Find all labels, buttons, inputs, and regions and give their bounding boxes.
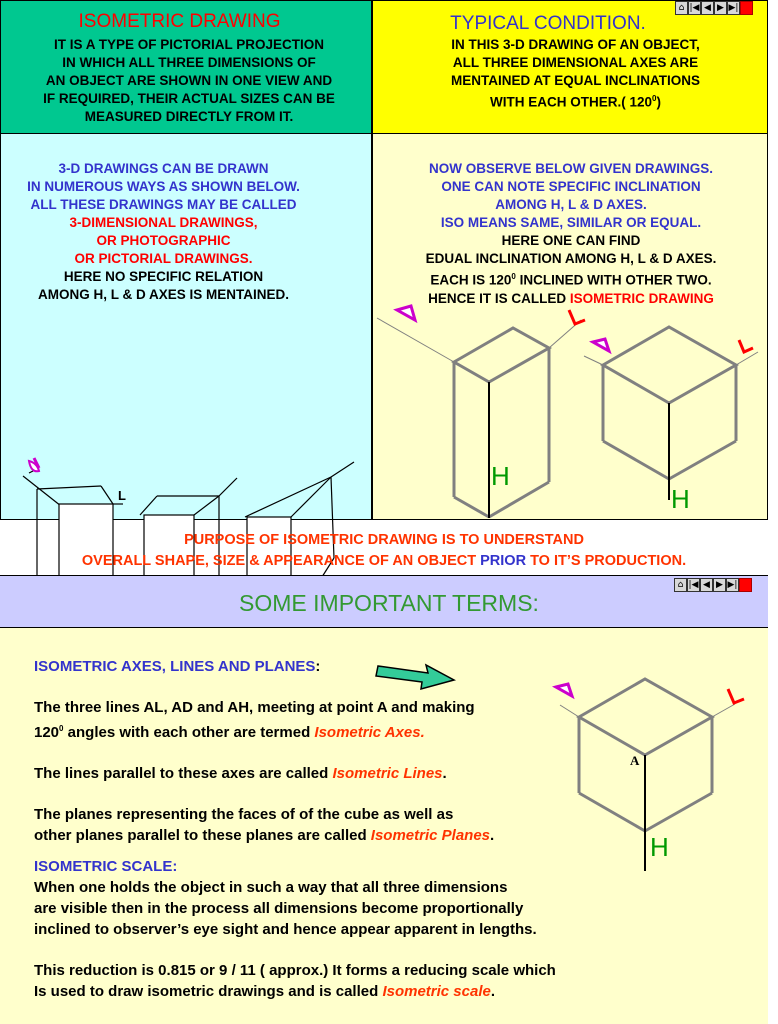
label-l: L [118, 488, 126, 503]
last-slide-button[interactable]: ▶| [727, 580, 738, 590]
slide-navigation [675, 1, 753, 15]
previous-slide-button[interactable]: ◀ [701, 1, 714, 15]
definition-title: ISOMETRIC DRAWING [78, 11, 281, 32]
label-a: A [630, 753, 640, 768]
isometric-box-tall [377, 318, 581, 517]
home-button[interactable]: ⌂ [674, 578, 687, 592]
pictorial-drawings-panel [0, 134, 372, 520]
slide-2 [0, 575, 768, 1024]
stop-button[interactable] [739, 578, 752, 592]
home-button[interactable]: ⌂ [675, 1, 688, 15]
axis-markers-2 [556, 684, 744, 703]
terms-title-bar [0, 576, 768, 628]
isometric-intro-text: NOW OBSERVE BELOW GIVEN DRAWINGS. ONE CAN NOTE SPECIFIC INCLINATION AMONG H, L & D AXES. ISO MEANS SAME, SIMILAR OR EQUAL. HERE ONE CAN FIND EDUAL INCLINATION AMONG H, L & D AXES. EACH IS $120^0$ INCLINED WITH OTHER TWO. HENCE IT IS CALLED ISOMETRIC DRAWING [425, 161, 717, 306]
axes-heading: ISOMETRIC AXES, LINES AND PLANES: [34, 658, 321, 675]
isometric-intro-panel [372, 134, 768, 520]
green-arrow-icon [376, 665, 454, 689]
label-h: H [650, 832, 669, 862]
typical-condition-text: IN THIS 3-D DRAWING OF AN OBJECT, ALL THREE DIMENSIONAL AXES ARE MENTAINED AT EQUAL INCLINATIONS WITH EACH OTHER.( $120^0$) [451, 37, 700, 110]
last-slide-button[interactable]: ▶| [728, 3, 739, 13]
label-h-tall: H [491, 461, 510, 491]
first-slide-button[interactable]: |◀ [689, 3, 700, 13]
stop-button[interactable] [740, 1, 753, 15]
pictorial-drawings [1, 314, 373, 520]
next-slide-button[interactable]: ▶ [714, 1, 727, 15]
terms-title: SOME IMPORTANT TERMS: [239, 590, 539, 616]
definition-text: IT IS A TYPE OF PICTORIAL PROJECTION IN WHICH ALL THREE DIMENSIONS OF AN OBJECT ARE SHOWN IN ONE VIEW AND IF REQUIRED, THEIR ACTUAL SIZES CAN BE MEASURED DIRECTLY FROM IT. [43, 37, 335, 124]
purpose-statement: PURPOSE OF ISOMETRIC DRAWING IS TO UNDERSTAND OVERALL SHAPE, SIZE & APPEARANCE OF AN OBJECT PRIOR TO IT’S PRODUCTION. [81, 532, 687, 569]
previous-slide-button[interactable]: ◀ [700, 578, 713, 592]
label-h-cube: H [671, 484, 690, 514]
pictorial-text: 3-D DRAWINGS CAN BE DRAWN IN NUMEROUS WAYS AS SHOWN BELOW. ALL THESE DRAWINGS MAY BE CALLED 3-DIMENSIONAL DRAWINGS, OR PHOTOGRAPHIC OR PICTORIAL DRAWINGS. HERE NO SPECIFIC RELATION AMONG H, L & D AXES IS MENTAINED. [27, 161, 300, 302]
isometric-drawings [373, 294, 769, 520]
first-slide-button[interactable]: |◀ [688, 580, 699, 590]
typical-condition-title: TYPICAL CONDITION. [450, 13, 646, 34]
definition-panel [0, 0, 372, 134]
terms-cube-diagram [370, 656, 768, 876]
terms-cube [560, 679, 735, 831]
terms-body: ISOMETRIC AXES, LINES AND PLANES: The three lines AL, AD and AH, meeting at point A and making $120^0$ angles with each other are termed Isometric Axes. The lines parallel to these axes are called Isometric Lines. The planes representing the faces of of the cube as well as other planes parallel to these planes are called Isometric Planes. ISOMETRIC SCALE: When one holds the object in such a way that all three dimensions are visible then in the process all dimensions become proportionally inclined to observer’s eye sight and hence appear apparent in lengths. This reduction is 0.815 or 9 / 11 ( approx.) It forms a reducing scale which Is used to draw isometric drawings and is called Isometric scale. [34, 656, 634, 1002]
slide-navigation-2 [674, 578, 752, 592]
typical-condition-panel [372, 0, 768, 134]
next-slide-button[interactable]: ▶ [713, 578, 726, 592]
